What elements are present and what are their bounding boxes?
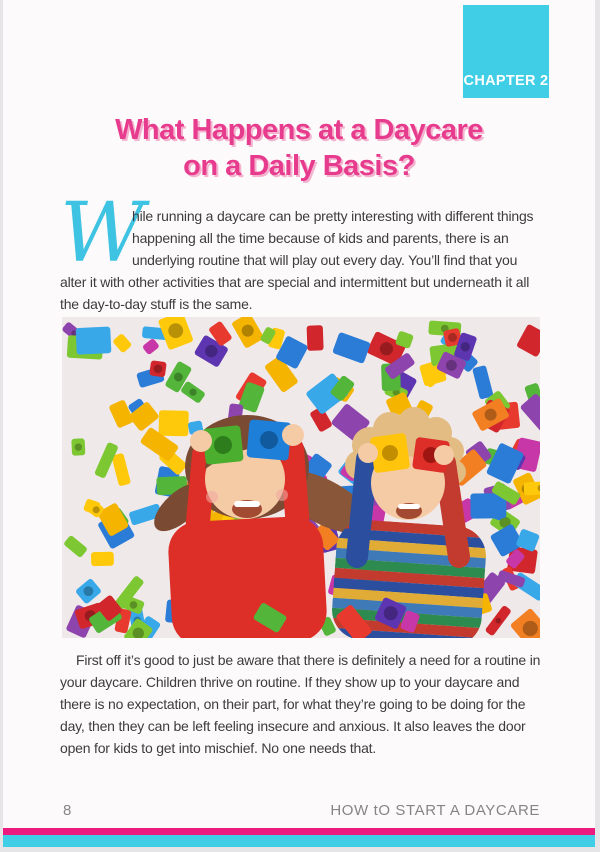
footer-book-title: HOW tO START A DAYCARE [330, 802, 540, 819]
children-blocks-illustration [62, 317, 540, 638]
dropcap-letter: W [60, 186, 145, 281]
intro-paragraph [60, 186, 546, 315]
chapter-badge-label: CHAPTER 2 [463, 73, 549, 89]
chapter-badge [463, 5, 549, 98]
page-title-line2: on a Daily Basis? [183, 150, 415, 182]
page-title [3, 112, 595, 184]
page-number: 8 [63, 802, 72, 819]
book-page [3, 0, 595, 847]
page-title-line1: What Happens at a Daycare [115, 114, 483, 146]
children-blocks-photo [62, 317, 540, 638]
footer-stripe-cyan [3, 835, 595, 847]
body-paragraph: First off it’s good to just be aware that there is definitely a need for a routine in your daycare. Children thrive on routine. If they show up to your daycare and there is no expectation, on their part, for what they’re going to be doing for the day, then they can be left feeling insecure and anxious. It also leaves the door open for kids to get into mischief. No one needs that. [60, 652, 541, 756]
intro-paragraph-text: hile running a daycare can be pretty interesting with different things happening all the time because of kids and parents, there is an underlying routine that will play out every day. You’ll find that you alter it with other activities that are special and intermittent but underneath it all the day-to-day stuff is the same. [60, 208, 534, 312]
footer-stripe-pink [3, 828, 595, 835]
